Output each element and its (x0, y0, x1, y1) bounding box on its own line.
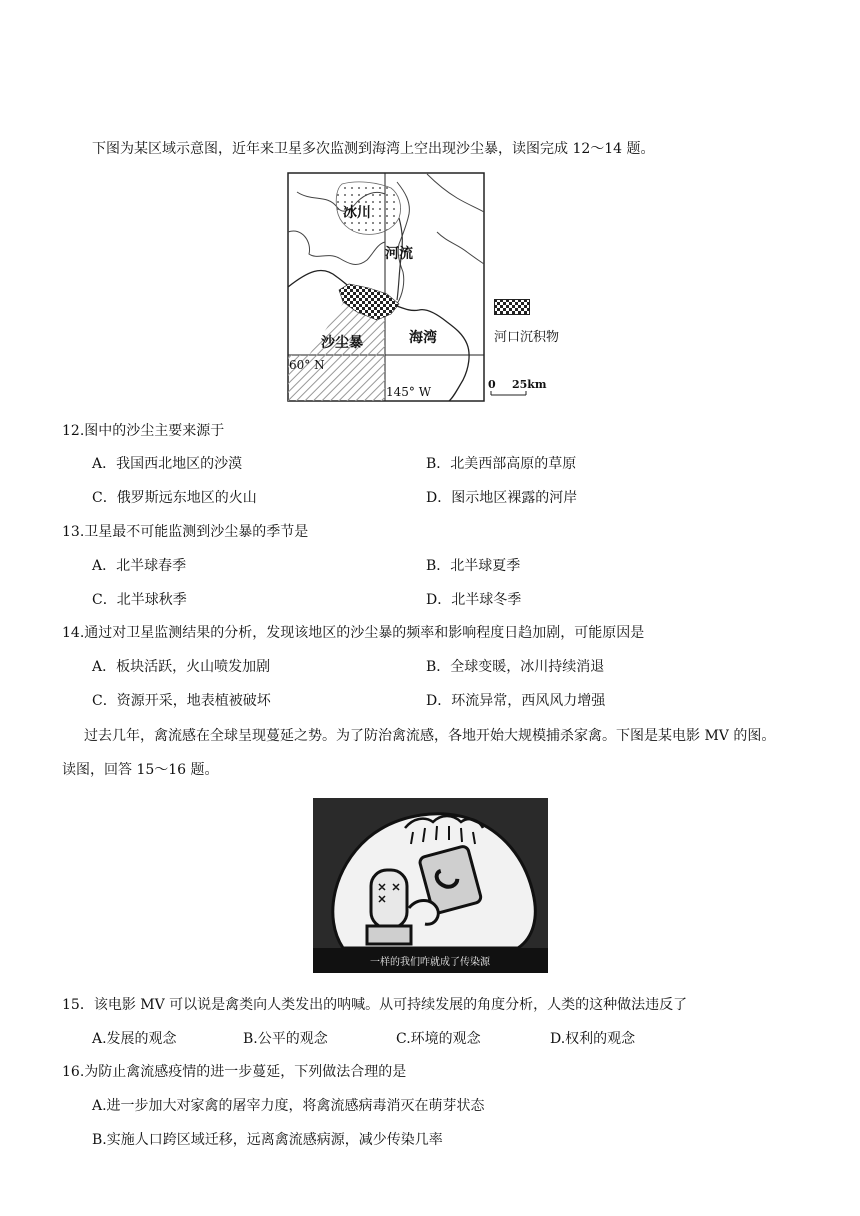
longitude-label: 145° W (386, 385, 432, 399)
q15-option-c: C.环境的观念 (396, 1031, 481, 1047)
scale-bar (486, 377, 556, 401)
q15-option-a: A.发展的观念 (92, 1031, 177, 1047)
q16-option-a: A.进一步加大对家禽的屠宰力度，将禽流感病毒消灭在萌芽状态 (92, 1098, 485, 1114)
movie-mv-image (313, 798, 548, 973)
q12-option-a: A．我国西北地区的沙漠 (92, 456, 243, 472)
question-13: 13.卫星最不可能监测到沙尘暴的季节是 (62, 524, 309, 540)
scale-distance: 25km (512, 378, 547, 391)
q14-option-c: C．资源开采，地表植被破坏 (92, 693, 271, 709)
q14-option-b: B．全球变暖，冰川持续消退 (426, 659, 605, 675)
question-15: 15．该电影 MV 可以说是禽类向人类发出的呐喊。从可持续发展的角度分析，人类的这种做法违反了 (62, 997, 688, 1013)
intro-text-2-cont: 读图，回答 15～16 题。 (62, 762, 219, 778)
river-label: 河流 (385, 246, 413, 262)
intro-text-2: 过去几年，禽流感在全球呈现蔓延之势。为了防治禽流感，各地开始大规模捕杀家禽。下图是某电影 MV 的图。 (84, 728, 776, 744)
latitude-label: 60° N (289, 358, 325, 372)
question-16: 16.为防止禽流感疫情的进一步蔓延，下列做法合理的是 (62, 1064, 407, 1080)
question-14: 14.通过对卫星监测结果的分析，发现该地区的沙尘暴的频率和影响程度日趋加剧，可能原因是 (62, 625, 645, 641)
region-map (287, 172, 587, 404)
q12-option-d: D．图示地区裸露的河岸 (426, 490, 578, 506)
legend-label: 河口沉积物 (494, 330, 560, 345)
q12-option-b: B．北美西部高原的草原 (426, 456, 577, 472)
intro-text: 下图为某区域示意图，近年来卫星多次监测到海湾上空出现沙尘暴，读图完成 12～14 题。 (92, 141, 655, 157)
q16-option-b: B.实施人口跨区域迁移，远离禽流感病源，减少传染几率 (92, 1132, 443, 1148)
q14-option-a: A．板块活跃，火山喷发加剧 (92, 659, 271, 675)
q12-option-c: C．俄罗斯远东地区的火山 (92, 490, 257, 506)
q13-option-c: C．北半球秋季 (92, 592, 187, 608)
q13-option-d: D．北半球冬季 (426, 592, 522, 608)
scale-zero: 0 (488, 378, 496, 391)
sandstorm-label: 沙尘暴 (321, 335, 363, 351)
mv-caption: 一样的我们咋就成了传染源 (370, 957, 490, 968)
question-12: 12.图中的沙尘主要来源于 (62, 423, 225, 439)
glacier-label: 冰川 (343, 205, 371, 221)
q13-option-b: B．北半球夏季 (426, 558, 521, 574)
region-map-figure (287, 172, 587, 404)
estuary-deposit-swatch (494, 299, 530, 315)
bay-label: 海湾 (409, 330, 437, 346)
q15-option-b: B.公平的观念 (243, 1031, 328, 1047)
q13-option-a: A．北半球春季 (92, 558, 187, 574)
movie-mv-still (313, 798, 548, 973)
q14-option-d: D．环流异常，西风风力增强 (426, 693, 606, 709)
q15-option-d: D.权利的观念 (550, 1031, 636, 1047)
